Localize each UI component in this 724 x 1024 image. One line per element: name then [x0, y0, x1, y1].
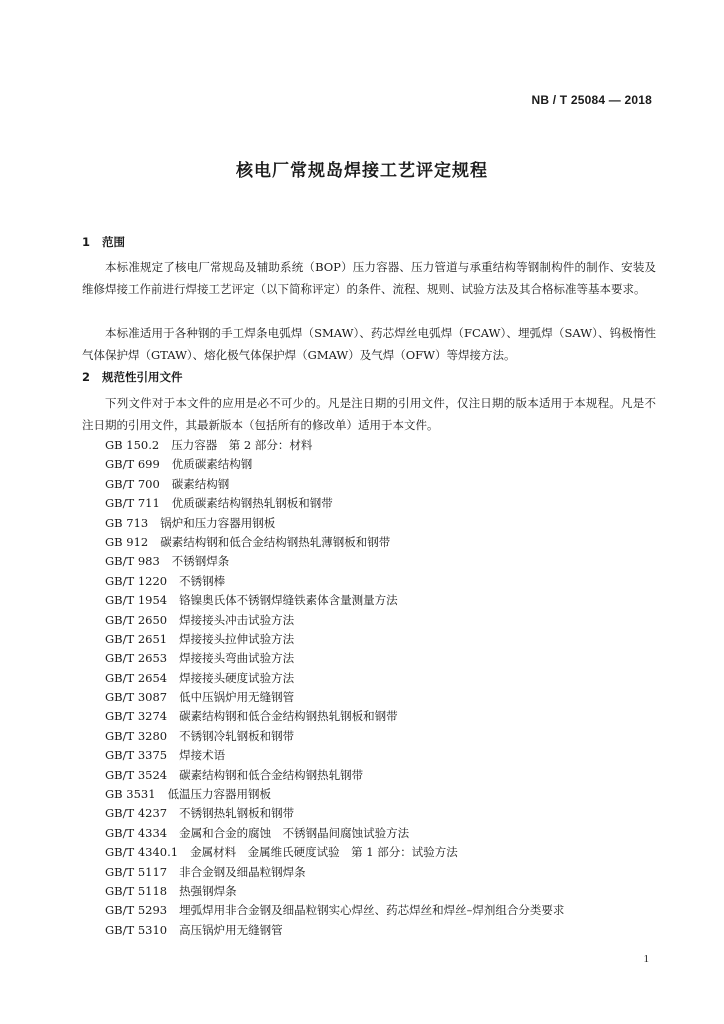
reference-item [105, 494, 665, 513]
scope-paragraph-2: 本标准适用于各种钢的手工焊条电弧焊（SMAW）、药芯焊丝电弧焊（FCAW）、埋弧焊（SAW）、钨极惰性气体保护焊（GTAW）、熔化极气体保护焊（GMAW）及气焊（OFW）等焊接方法。 [82, 326, 656, 362]
reference-item [105, 475, 665, 494]
reference-title: 不锈钢冷轧钢板和钢带 [179, 728, 295, 743]
reference-title: 碳素结构钢和低合金结构钢热轧薄钢板和钢带 [160, 534, 391, 549]
reference-code: GB/T 1220 [105, 573, 168, 588]
reference-code: GB/T 5310 [105, 922, 168, 937]
reference-title: 不锈钢焊条 [171, 554, 230, 569]
reference-item [105, 688, 665, 707]
section-number: 2 [82, 370, 91, 384]
reference-item [105, 824, 665, 843]
reference-list [105, 436, 665, 940]
reference-title: 热强钢焊条 [179, 883, 237, 898]
reference-code: GB/T 1954 [105, 593, 168, 608]
reference-code: GB/T 3274 [105, 709, 168, 724]
reference-item [105, 455, 665, 474]
reference-title: 压力容器 第 2 部分：材料 [171, 438, 313, 452]
reference-item [105, 921, 665, 940]
section-title: 规范性引用文件 [102, 370, 183, 384]
reference-title: 非合金钢及细晶粒钢焊条 [179, 864, 306, 879]
reference-item [105, 669, 665, 688]
reference-item [105, 533, 665, 552]
reference-code: GB/T 700 [105, 476, 160, 491]
reference-code: GB 3531 [105, 787, 156, 802]
section-title: 范围 [102, 235, 125, 249]
reference-item [105, 901, 665, 920]
reference-title: 碳素结构钢和低合金结构钢热轧钢带 [179, 767, 364, 782]
reference-title: 焊接接头拉伸试验方法 [179, 631, 295, 646]
reference-code: GB/T 3375 [105, 748, 168, 763]
reference-title: 优质碳素结构钢 [171, 457, 253, 472]
reference-code: GB/T 4237 [105, 806, 168, 821]
reference-code: GB/T 983 [105, 554, 160, 569]
reference-code: GB 713 [105, 515, 149, 530]
reference-title: 碳素结构钢 [171, 476, 230, 491]
reference-item [105, 746, 665, 765]
reference-title: 低中压锅炉用无缝钢管 [179, 690, 295, 705]
reference-title: 铬镍奥氏体不锈钢焊缝铁素体含量测量方法 [179, 593, 398, 608]
section-2-heading [82, 369, 183, 385]
reference-code: GB/T 2653 [105, 651, 168, 666]
reference-title: 高压锅炉用无缝钢管 [179, 922, 283, 937]
reference-code: GB/T 5118 [105, 883, 168, 898]
reference-title: 锅炉和压力容器用钢板 [160, 515, 276, 530]
reference-item [105, 785, 665, 804]
scope-paragraph-1: 本标准规定了核电厂常规岛及辅助系统（BOP）压力容器、压力管道与承重结构等钢制构件的制作、安装及维修焊接工作前进行焊接工艺评定（以下简称评定）的条件、流程、规则、试验方法及其合格标准等基本要求。 [82, 260, 656, 296]
reference-item [105, 630, 665, 649]
section-number: 1 [82, 235, 91, 249]
reference-item [105, 766, 665, 785]
reference-title: 金属和合金的腐蚀 不锈钢晶间腐蚀试验方法 [179, 825, 410, 840]
reference-code: GB/T 5117 [105, 864, 168, 879]
reference-title: 焊接接头冲击试验方法 [179, 612, 295, 627]
section-1-heading [82, 234, 125, 250]
reference-title: 不锈钢棒 [179, 573, 226, 588]
reference-title: 低温压力容器用钢板 [167, 787, 272, 802]
reference-code: GB/T 711 [105, 496, 160, 511]
reference-item [105, 611, 665, 630]
reference-code: GB/T 4334 [105, 825, 168, 840]
reference-item [105, 436, 665, 455]
reference-item [105, 804, 665, 823]
page-number: 1 [643, 953, 649, 965]
reference-code: GB/T 2654 [105, 670, 168, 685]
reference-title: 焊接接头硬度试验方法 [179, 670, 295, 685]
reference-title: 焊接术语 [179, 748, 226, 763]
reference-code: GB/T 3280 [105, 728, 168, 743]
reference-item [105, 572, 665, 591]
reference-code: GB 912 [105, 534, 149, 549]
reference-item [105, 552, 665, 571]
reference-item [105, 863, 665, 882]
reference-item [105, 707, 665, 726]
reference-item [105, 882, 665, 901]
reference-item [105, 649, 665, 668]
reference-code: GB/T 2650 [105, 612, 168, 627]
reference-code: GB 150.2 [105, 438, 160, 452]
reference-title: 优质碳素结构钢热轧钢板和钢带 [171, 496, 333, 511]
reference-title: 埋弧焊用非合金钢及细晶粒钢实心焊丝、药芯焊丝和焊丝–焊剂组合分类要求 [179, 903, 565, 918]
reference-title: 不锈钢热轧钢板和钢带 [179, 806, 295, 821]
reference-title: 碳素结构钢和低合金结构钢热轧钢板和钢带 [179, 709, 398, 724]
reference-item [105, 514, 665, 533]
reference-item [105, 727, 665, 746]
reference-code: GB/T 3524 [105, 767, 168, 782]
references-intro-paragraph: 下列文件对于本文件的应用是必不可少的。凡是注日期的引用文件，仅注日期的版本适用于本规程。凡是不注日期的引用文件，其最新版本（包括所有的修改单）适用于本文件。 [82, 396, 656, 432]
reference-code: GB/T 2651 [105, 631, 168, 646]
reference-title: 金属材料 金属维氏硬度试验 第 1 部分：试验方法 [190, 845, 458, 860]
reference-item [105, 843, 665, 862]
reference-title: 焊接接头弯曲试验方法 [179, 651, 295, 666]
reference-code: GB/T 699 [105, 457, 160, 472]
document-code: NB / T 25084 — 2018 [531, 93, 652, 107]
reference-code: GB/T 3087 [105, 690, 168, 705]
reference-code: GB/T 5293 [105, 903, 168, 918]
reference-item [105, 591, 665, 610]
reference-code: GB/T 4340.1 [105, 845, 179, 860]
document-title: 核电厂常规岛焊接工艺评定规程 [236, 161, 488, 181]
